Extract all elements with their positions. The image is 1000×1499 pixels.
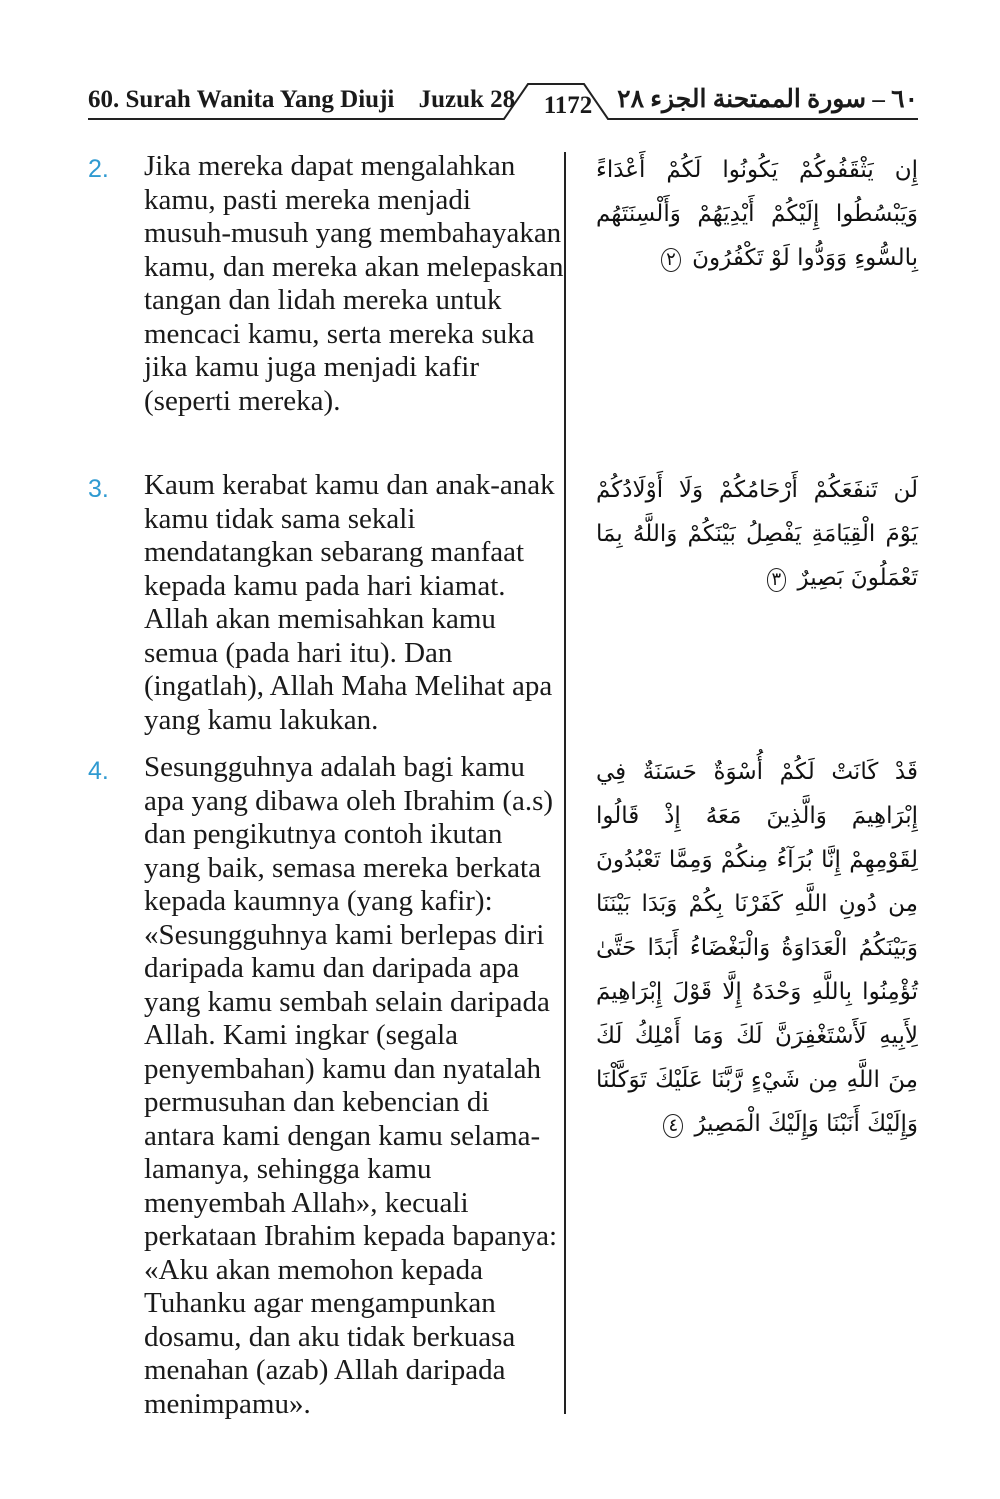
ayah-number-marker: ٢ — [661, 248, 681, 272]
arabic-juz-label: الجزء ٢٨ — [617, 86, 707, 113]
header-left — [88, 86, 515, 114]
header-right — [565, 84, 918, 114]
arabic-verse — [596, 148, 918, 280]
verse-translation: Kaum kerabat kamu dan anak-anak kamu tidak sama sekali mendatangkan sebarang manfaat kepada kamu pada hari kiamat. Allah akan memisahkan kamu semua (pada hari itu). Dan (ingatlah), Allah Maha Melihat apa yang kamu lakukan. — [144, 469, 555, 736]
arabic-surah-title: ٦٠ – سورة الممتحنة — [712, 86, 918, 113]
page-number: 1172 — [543, 92, 593, 119]
arabic-verse — [596, 750, 918, 1146]
column-divider — [564, 152, 566, 1414]
verse-number: 4. — [88, 757, 109, 785]
arabic-verse — [596, 468, 918, 600]
arabic-verse-text: لَن تَنفَعَكُمْ أَرْحَامُكُمْ وَلَا أَوْلَادُكُمْ يَوْمَ الْقِيَامَةِ يَفْصِلُ بَيْنَكُمْ وَاللَّهُ بِمَا تَعْمَلُونَ بَصِيرٌ — [596, 477, 918, 591]
verse-number: 2. — [88, 155, 109, 183]
arabic-verse-text: قَدْ كَانَتْ لَكُمْ أُسْوَةٌ حَسَنَةٌ فِي إِبْرَاهِيمَ وَالَّذِينَ مَعَهُ إِذْ قَالُوا لِقَوْمِهِمْ إِنَّا بُرَآءُ مِنكُمْ وَمِمَّا تَعْبُدُونَ مِن دُونِ اللَّهِ كَفَرْنَا بِكُمْ وَبَدَا بَيْنَنَا وَبَيْنَكُمُ الْعَدَاوَةُ وَالْبَغْضَاءُ أَبَدًا حَتَّىٰ تُؤْمِنُوا بِاللَّهِ وَحْدَهُ إِلَّا قَوْلَ إِبْرَاهِيمَ لِأَبِيهِ لَأَسْتَغْفِرَنَّ لَكَ وَمَا أَمْلِكُ لَكَ مِنَ اللَّهِ مِن شَيْءٍ رَّبَّنَا عَلَيْكَ تَوَكَّلْنَا وَإِلَيْكَ أَنَبْنَا وَإِلَيْكَ الْمَصِيرُ — [596, 759, 918, 1137]
arabic-verse-text: إِن يَثْقَفُوكُمْ يَكُونُوا لَكُمْ أَعْدَاءً وَيَبْسُطُوا إِلَيْكُمْ أَيْدِيَهُمْ وَأَلْسِنَتَهُم بِالسُّوءِ وَوَدُّوا لَوْ تَكْفُرُونَ — [596, 157, 918, 271]
page-header — [88, 78, 918, 128]
ayah-number-marker: ٤ — [663, 1114, 683, 1138]
juz-label: Juzuk 28 — [418, 86, 516, 113]
verse-translation: Jika mereka dapat mengalahkan kamu, pasti mereka menjadi musuh-musuh yang membahayakan kamu, dan mereka akan melepaskan tangan dan lidah mereka untuk mencaci kamu, serta mereka suka jika kamu juga menjadi kafir (seperti mereka). — [144, 150, 564, 417]
surah-title: 60. Surah Wanita Yang Diuji — [88, 86, 395, 113]
verse-number: 3. — [88, 475, 109, 503]
verse-translation: Sesungguhnya adalah bagi kamu apa yang dibawa oleh Ibrahim (a.s) dan pengikutnya contoh ikutan yang baik, semasa mereka berkata kepada kaumnya (yang kafir): «Sesungguhnya kami berlepas diri daripada kamu dan daripada apa yang kamu sembah selain daripada Allah. Kami ingkar (segala penyembahan) kamu dan nyatalah permusuhan dan kebencian di antara kami dengan kamu selama-lamanya, sehingga kamu menyembah Allah», kecuali perkataan Ibrahim kepada bapanya: «Aku akan memohon kepada Tuhanku agar mengampunkan dosamu, dan aku tidak berkuasa menahan (azab) Allah daripada menimpamu». — [144, 751, 558, 1420]
ayah-number-marker: ٣ — [767, 568, 787, 592]
